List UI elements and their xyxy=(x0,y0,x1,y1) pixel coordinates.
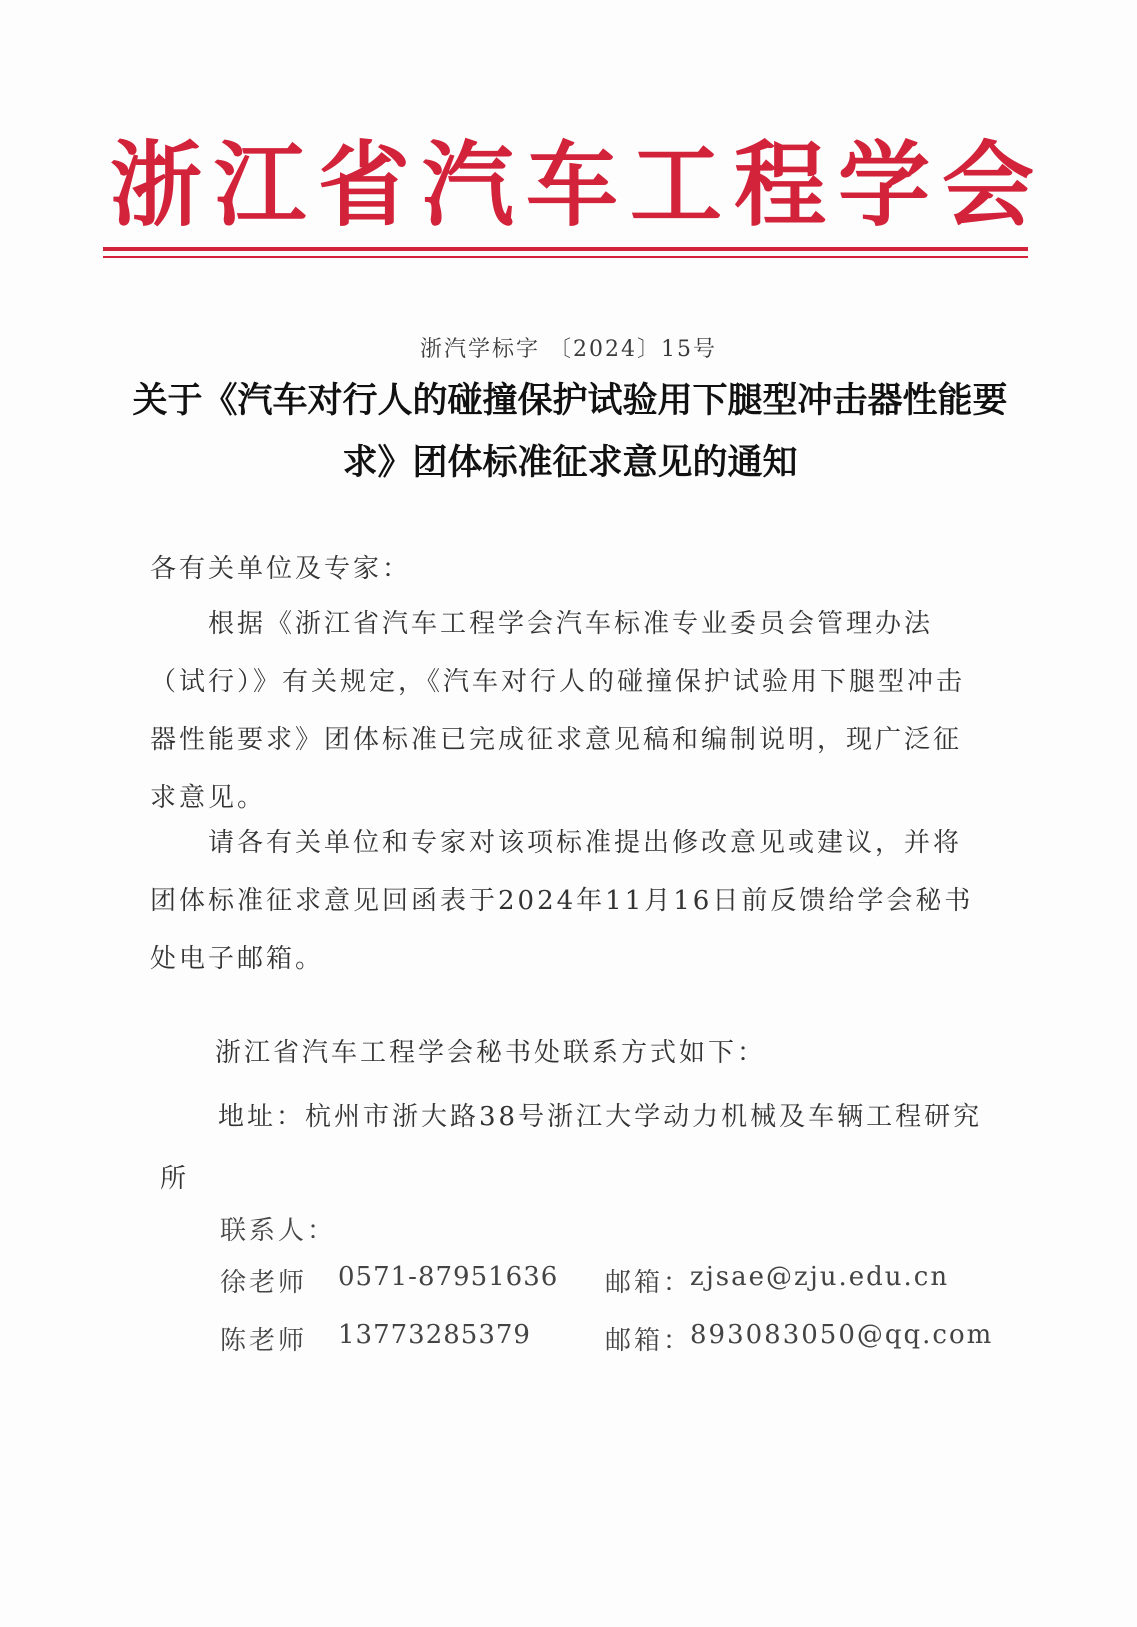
masthead-divider-thick xyxy=(103,247,1028,251)
contacts-label: 联系人： xyxy=(220,1216,337,1246)
contact-heading: 浙江省汽车工程学会秘书处联系方式如下： xyxy=(215,1038,767,1068)
masthead-divider-thin xyxy=(103,256,1028,258)
contact-name: 陈老师 xyxy=(220,1326,308,1356)
salutation: 各有关单位及专家： xyxy=(150,554,412,584)
contact-email: zjsae@zju.edu.cn xyxy=(690,1262,950,1292)
contact-email: 893083050@qq.com xyxy=(690,1320,994,1350)
contact-row xyxy=(220,1320,994,1360)
notice-title: 关于《汽车对行人的碰撞保护试验用下腿型冲击器性能要求》团体标准征求意见的通知 xyxy=(132,381,1008,483)
contact-row xyxy=(220,1262,980,1302)
body-paragraph-2: 请各有关单位和专家对该项标准提出修改意见或建议，并将团体标准征求意见回函表于2024年11月16日前反馈给学会秘书处电子邮箱。 xyxy=(150,828,974,974)
contact-phone: 0571-87951636 xyxy=(338,1262,559,1292)
contact-email-label: 邮箱： xyxy=(605,1326,693,1356)
document-number: 浙汽学标字 〔2024〕15号 xyxy=(420,337,717,362)
contact-phone: 13773285379 xyxy=(338,1320,531,1350)
contact-address: 地址：杭州市浙大路38号浙江大学动力机械及车辆工程研究所 xyxy=(160,1102,983,1194)
contact-email-label: 邮箱： xyxy=(605,1268,693,1298)
organization-masthead: 浙江省汽车工程学会 xyxy=(110,131,1047,239)
body-paragraph-1: 根据《浙江省汽车工程学会汽车标准专业委员会管理办法（试行）》有关规定，《汽车对行人的碰撞保护试验用下腿型冲击器性能要求》团体标准已完成征求意见稿和编制说明，现广泛征求意见。 xyxy=(150,609,966,813)
contact-name: 徐老师 xyxy=(220,1268,308,1298)
